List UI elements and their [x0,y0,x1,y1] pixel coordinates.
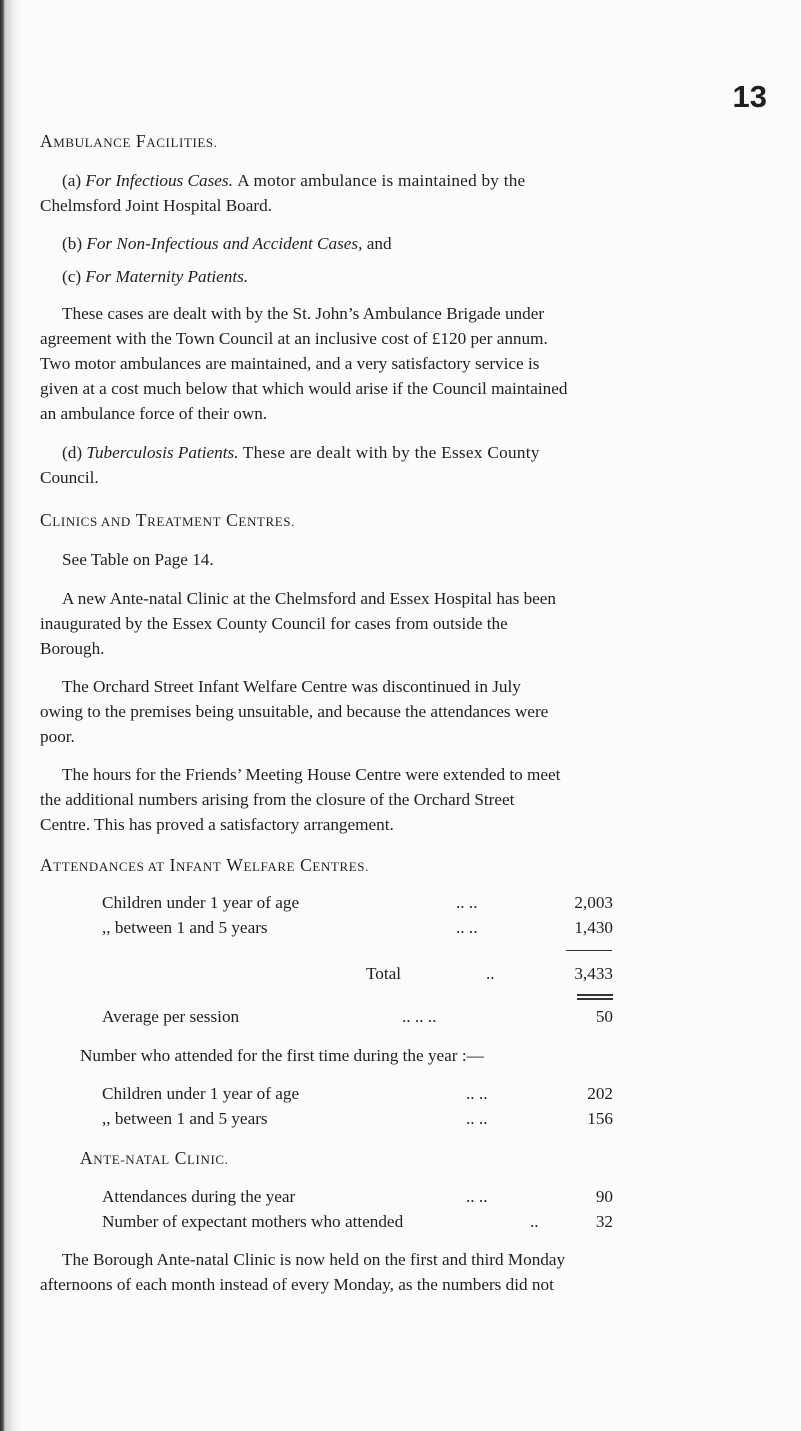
total-double-rule-bottom [577,998,613,1000]
ambulance-para-line-2: agreement with the Town Council at an inclusive cost of £120 per annum. [40,329,548,348]
ambulance-para-line-4: given at a cost much below that which would arise if the Council maintained [40,379,568,398]
total-value: 3,433 [574,964,613,983]
closing-line-1: The Borough Ante-natal Clinic is now held on the first and third Monday [62,1250,566,1269]
antenatal-row-label: Number of expectant mothers who attended [102,1212,404,1231]
item-b-and: and [366,234,392,253]
item-d-line-1 [62,443,540,464]
clinics-para2-line-3: poor. [40,727,75,746]
clinics-para1-line-2: inaugurated by the Essex County Council for cases from outside the [40,614,508,633]
first-time-row-leader: .. .. [466,1109,488,1128]
antenatal-row-leader: .. .. [466,1187,488,1206]
item-a-title: For Infectious Cases. [85,171,233,190]
attendance-row-label: Children under 1 year of age [102,893,300,912]
item-a-text: A motor ambulance is maintained by the [237,171,526,190]
first-time-row-leader: .. .. [466,1084,488,1103]
attendance-row-value: 1,430 [574,918,613,937]
clinics-para1-line-1: A new Ante-natal Clinic at the Chelmsford and Essex Hospital has been [62,589,557,608]
clinics-para1-line-3: Borough. [40,639,105,658]
clinics-para2-line-2: owing to the premises being unsuitable, and because the attendances were [40,702,549,721]
clinics-para2-line-1: The Orchard Street Infant Welfare Centre was discontinued in July [62,677,521,696]
item-d-label: (d) [62,443,83,462]
first-time-row-label: ,, between 1 and 5 years [102,1109,268,1128]
page-binding-edge [0,0,22,1431]
item-c-title: For Maternity Patients. [85,267,249,286]
item-d-text: These are dealt with by the Essex County [242,443,540,462]
average-leader: .. .. .. [402,1007,437,1026]
average-label: Average per session [102,1007,240,1026]
ambulance-para-line-1: These cases are dealt with by the St. John’s Ambulance Brigade under [62,304,545,323]
ambulance-para-line-3: Two motor ambulances are maintained, and a very satisfactory service is [40,354,540,373]
closing-line-2: afternoons of each month instead of every Monday, as the numbers did not [40,1275,554,1294]
attendance-row-label: ,, between 1 and 5 years [102,918,268,937]
item-a-label: (a) [62,171,82,190]
first-time-heading: Number who attended for the first time during the year :— [80,1046,484,1065]
heading-ambulance-facilities: AMBULANCE FACILITIES. [40,131,218,151]
page-number: 13 [732,79,767,114]
item-a-line-1 [62,171,736,192]
antenatal-row-leader: .. [530,1212,539,1231]
clinics-para3-line-2: the additional numbers arising from the closure of the Orchard Street [40,790,515,809]
item-d-title: Tuberculosis Patients. [86,443,239,462]
antenatal-row-label: Attendances during the year [102,1187,296,1206]
item-b-label: (b) [62,234,83,253]
item-b-title: For Non-Infectious and Accident Cases, [86,234,363,253]
see-table-note: See Table on Page 14. [62,550,214,569]
attendance-row-leader: .. .. [456,893,478,912]
item-b [62,234,392,255]
item-c-label: (c) [62,267,82,286]
item-d-line-2: Council. [40,468,99,487]
attendance-row-leader: .. .. [456,918,478,937]
clinics-para3-line-3: Centre. This has proved a satisfactory arrangement. [40,815,394,834]
antenatal-row-value: 32 [595,1212,613,1231]
average-value: 50 [595,1007,613,1026]
first-time-row-value: 202 [587,1084,613,1103]
item-a-line-2: Chelmsford Joint Hospital Board. [40,196,273,215]
item-c [62,267,248,288]
heading-antenatal: ANTE-NATAL CLINIC. [80,1148,229,1168]
first-time-row-value: 156 [587,1109,613,1128]
first-time-row-label: Children under 1 year of age [102,1084,300,1103]
total-rule [566,950,612,951]
heading-clinics: CLINICS AND TREATMENT CENTRES. [40,510,295,530]
antenatal-row-value: 90 [595,1187,613,1206]
total-label: Total [366,964,402,983]
clinics-para3-line-1: The hours for the Friends’ Meeting House Centre were extended to meet [62,765,561,784]
attendance-row-value: 2,003 [574,893,613,912]
ambulance-para-line-5: an ambulance force of their own. [40,404,268,423]
heading-attendances: ATTENDANCES AT INFANT WELFARE CENTRES. [40,855,369,875]
total-leader: .. [486,964,495,983]
total-double-rule-top [577,994,613,996]
